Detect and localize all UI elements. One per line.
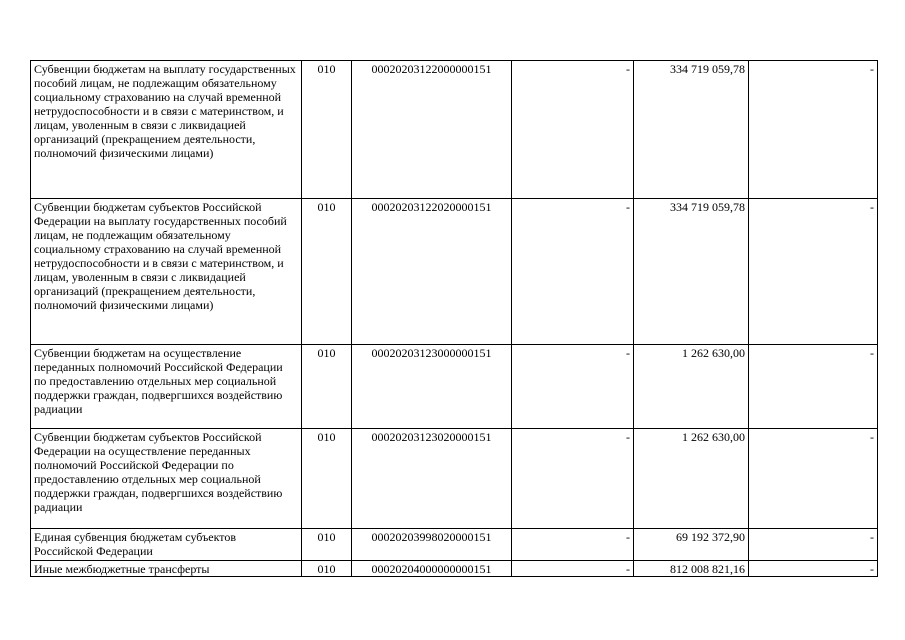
row-col4-cell: - [512,561,634,577]
row-budget-code-cell: 00020203123020000151 [352,429,512,529]
row-col6-cell: - [749,529,878,561]
row-budget-code-cell: 00020203998020000151 [352,529,512,561]
row-col4-cell: - [512,429,634,529]
row-line-code-cell: 010 [302,61,352,199]
row-col6-cell: - [749,61,878,199]
row-col4-cell: - [512,199,634,345]
row-col4-cell: - [512,61,634,199]
row-col5-cell: 334 719 059,78 [634,199,749,345]
row-col5-cell: 812 008 821,16 [634,561,749,577]
row-line-code-cell: 010 [302,345,352,429]
row-line-code-cell: 010 [302,429,352,529]
row-col4-cell: - [512,529,634,561]
table-row [31,199,878,345]
budget-execution-table [30,60,878,577]
row-budget-code-cell: 00020203122000000151 [352,61,512,199]
table-row [31,529,878,561]
row-col5-cell: 1 262 630,00 [634,429,749,529]
row-col6-cell: - [749,429,878,529]
row-name-cell: Субвенции бюджетам субъектов Российской Федерации на выплату государственных пособий лицам, не подлежащим обязательному социальному страхованию на случай временной нетрудоспособности и в связи с материнством, и лицам, уволенным в связи с ликвидацией организаций (прекращением деятельности, полномочий физическими лицами) [31,199,302,345]
row-col6-cell: - [749,561,878,577]
row-budget-code-cell: 00020203122020000151 [352,199,512,345]
row-name-cell: Субвенции бюджетам на выплату государственных пособий лицам, не подлежащим обязательному социальному страхованию на случай временной нетрудоспособности и в связи с материнством, и лицам, уволенным в связи с ликвидацией организаций (прекращением деятельности, полномочий физическими лицами) [31,61,302,199]
row-col6-cell: - [749,199,878,345]
row-col4-cell: - [512,345,634,429]
row-col6-cell: - [749,345,878,429]
table-row [31,429,878,529]
table-row [31,345,878,429]
row-name-cell: Субвенции бюджетам на осуществление переданных полномочий Российской Федерации по предоставлению отдельных мер социальной поддержки граждан, подвергшихся воздействию радиации [31,345,302,429]
row-line-code-cell: 010 [302,199,352,345]
row-budget-code-cell: 00020203123000000151 [352,345,512,429]
row-budget-code-cell: 00020204000000000151 [352,561,512,577]
row-name-cell: Иные межбюджетные трансферты [31,561,302,577]
row-name-cell: Единая субвенция бюджетам субъектов Российской Федерации [31,529,302,561]
row-col5-cell: 334 719 059,78 [634,61,749,199]
row-line-code-cell: 010 [302,561,352,577]
row-col5-cell: 69 192 372,90 [634,529,749,561]
row-col5-cell: 1 262 630,00 [634,345,749,429]
table-row [31,61,878,199]
table-row [31,561,878,577]
row-name-cell: Субвенции бюджетам субъектов Российской Федерации на осуществление переданных полномочий Российской Федерации по предоставлению отдельных мер социальной поддержки граждан, подвергшихся воздействию радиации [31,429,302,529]
row-line-code-cell: 010 [302,529,352,561]
